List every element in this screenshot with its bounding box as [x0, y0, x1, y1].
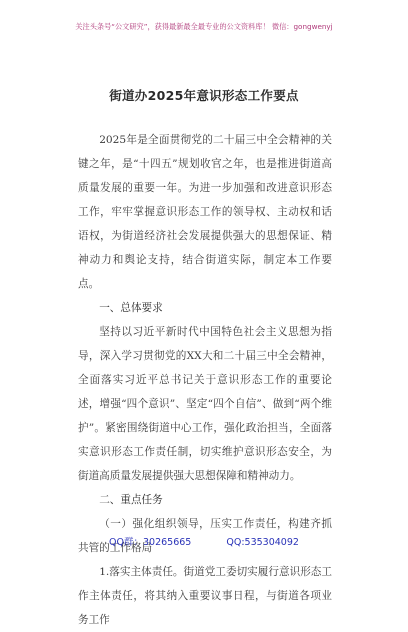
task-item-1: 1.落实主体责任。街道党工委切实履行意识形态工作主体责任，将其纳入重要议事日程，与街道各项业务工作 — [78, 566, 332, 626]
header-banner: 关注头条号“公文研究”，获得最新最全最专业的公文资料库！ 微信：gongwenyj — [75, 22, 333, 31]
general-requirements-paragraph: 坚持以习近平新时代中国特色社会主义思想为指导，深入学习贯彻党的XX大和二十届三中全会精神，全面落实习近平总书记关于意识形态工作的重要论述，增强“四个意识”、坚定“四个自信”、做到“两个维护”。紧密围绕街道中心工作，强化政治担当，全面落实意识形态工作责任制，切实维护意识形态安全，为街道高质量发展提供强大思想保障和精神动力。 — [78, 326, 332, 482]
subsection-heading-1: （一）强化组织领导，压实工作责任，构建齐抓共管的工作格局 — [78, 518, 332, 554]
footer-qq-number: QQ:535304092 — [226, 537, 299, 548]
section-heading-tasks: 二、重点任务 — [99, 494, 163, 506]
intro-paragraph: 2025年是全面贯彻党的二十届三中全会精神的关键之年，是“十四五”规划收官之年，也是推进街道高质量发展的重要一年。为进一步加强和改进意识形态工作，牢牢掌握意识形态工作的领导权、主动权和话语权，为街道经济社会发展提供强大的思想保证、精神动力和舆论支持，结合街道实际，制定本工作要点。 — [78, 134, 332, 290]
section-heading-general: 一、总体要求 — [99, 302, 163, 314]
document-title: 街道办2025年意识形态工作要点 — [109, 88, 299, 103]
footer-qq-group: QQ群：30265665 — [109, 537, 192, 548]
footer-contact — [0, 534, 408, 548]
document-body — [78, 128, 332, 632]
